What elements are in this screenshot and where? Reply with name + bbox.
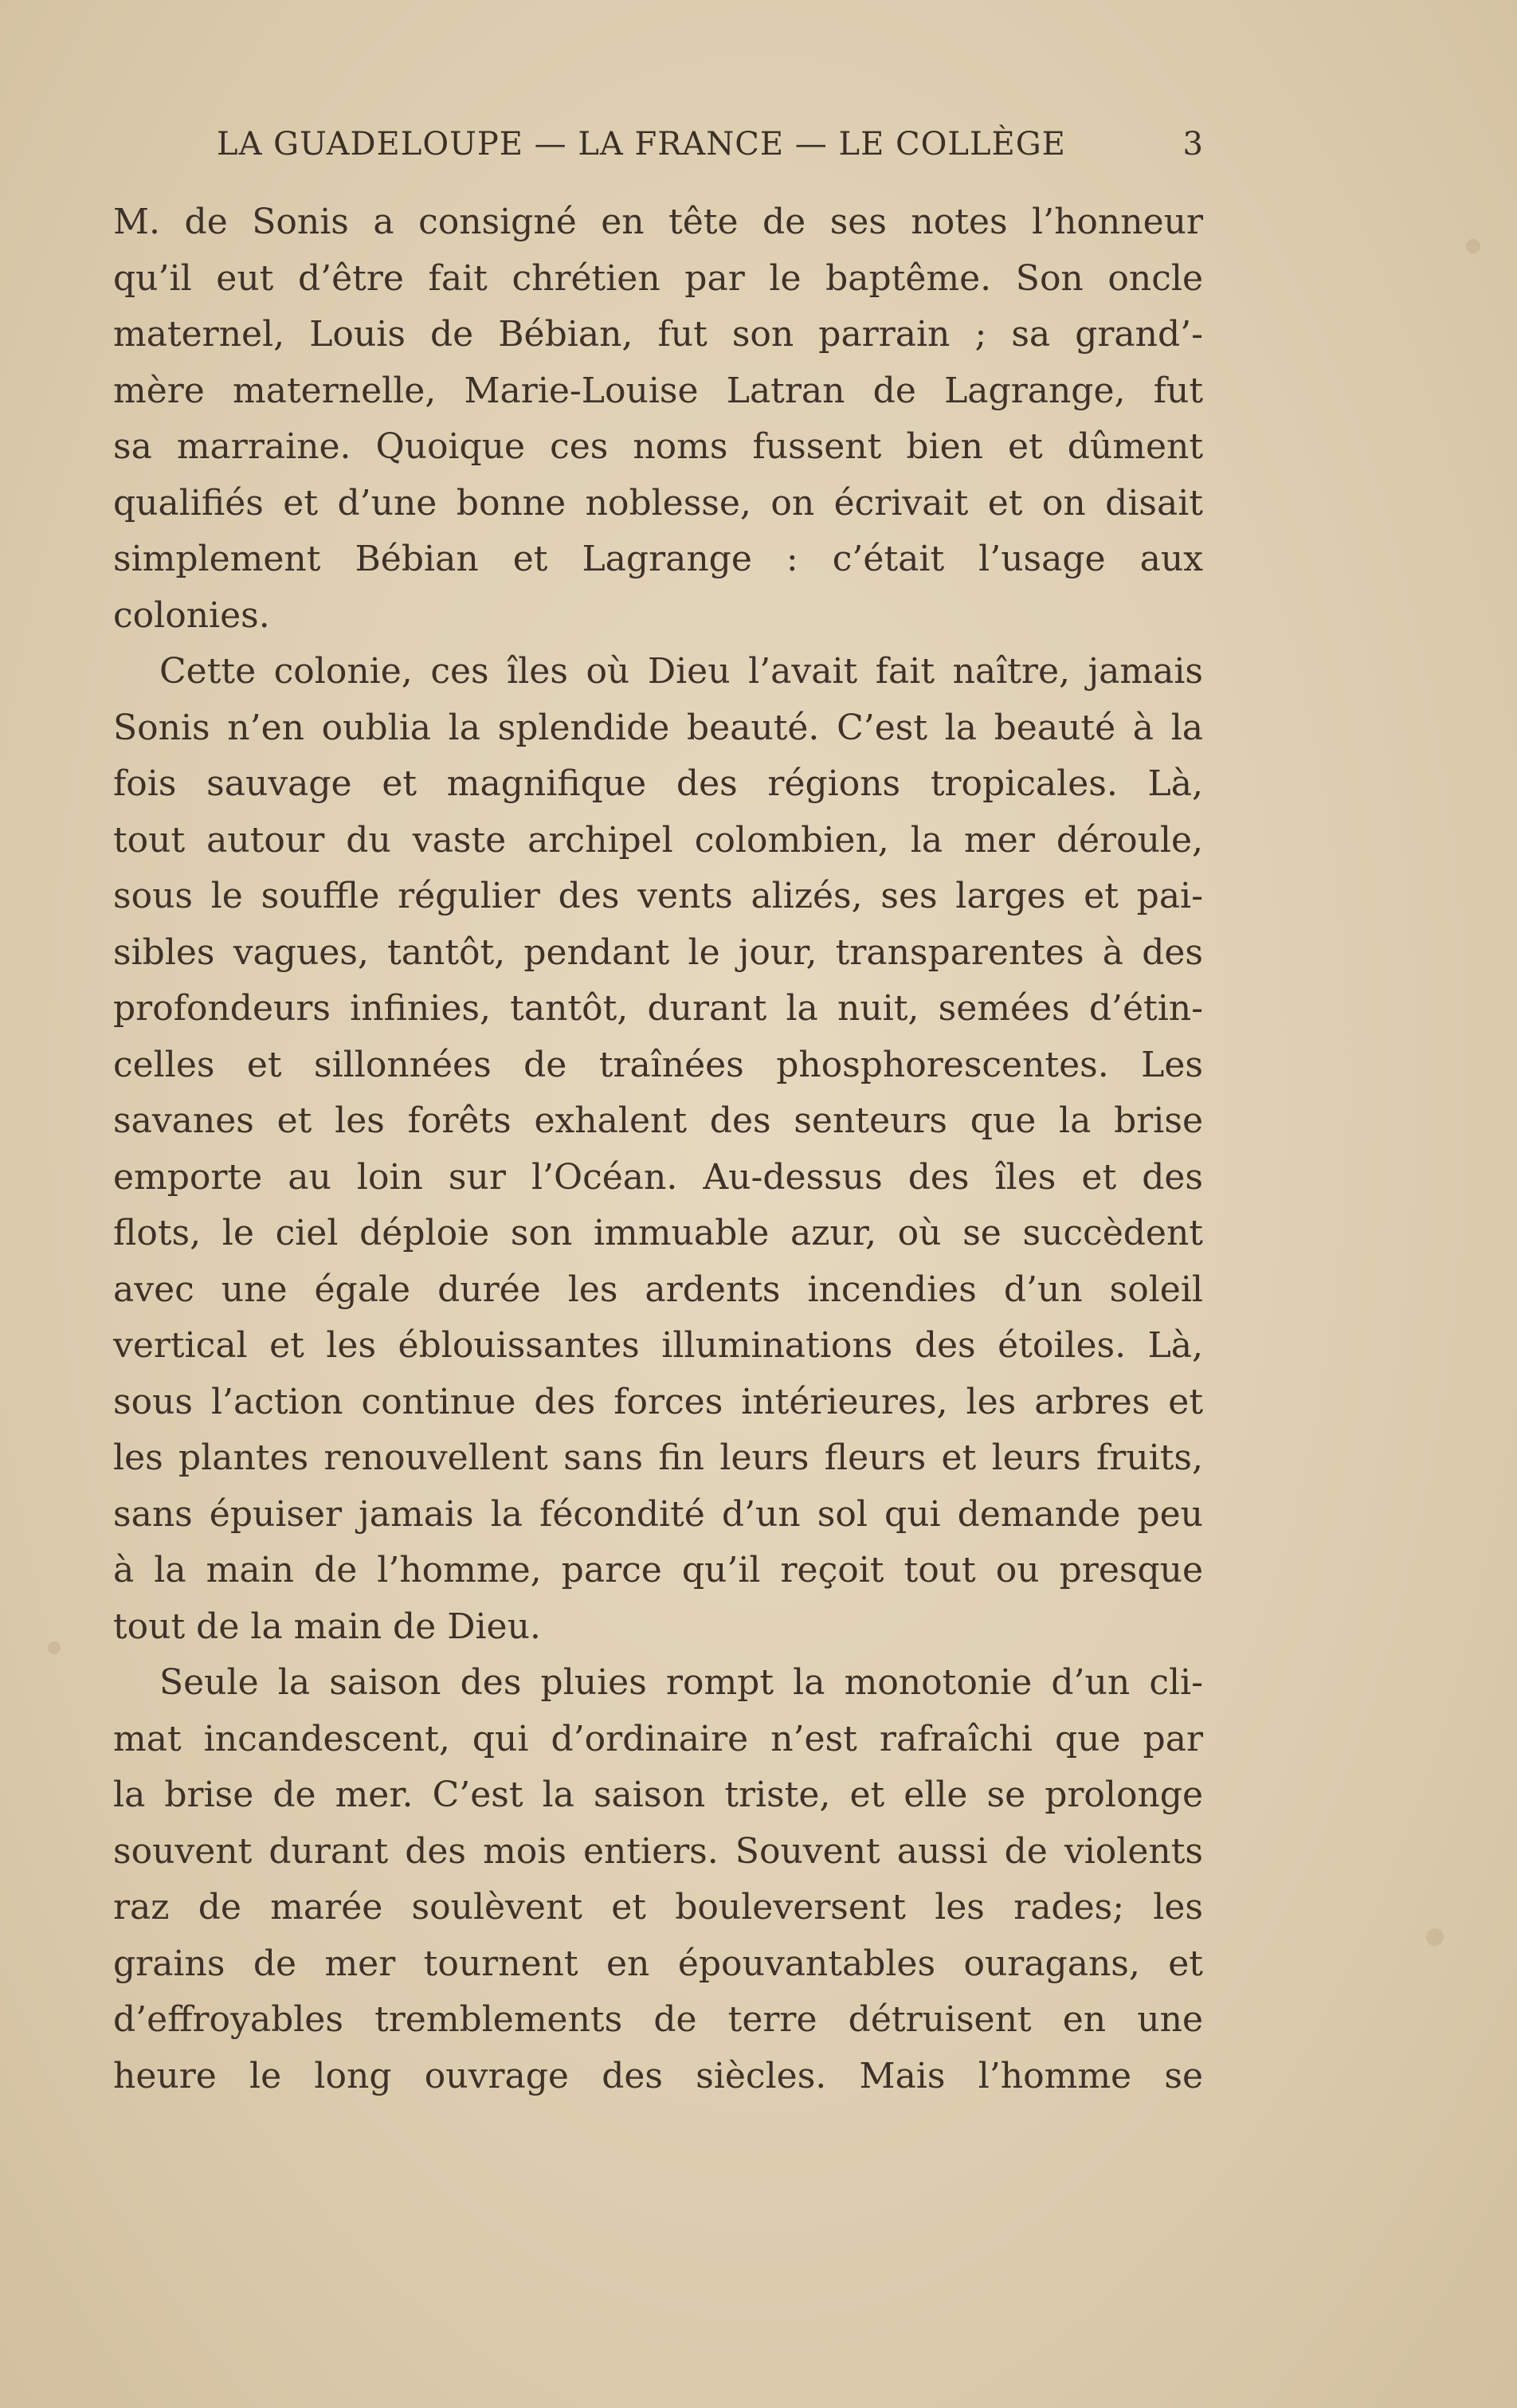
body-text [113, 194, 1203, 2104]
text-line: emporte au loin sur l’Océan. Au-dessus des îles et des [113, 1156, 1203, 1198]
text-line: profondeurs infinies, tantôt, durant la nuit, semées d’étin- [113, 988, 1203, 1029]
text-line: M. de Sonis a consigné en tête de ses notes l’honneur [113, 202, 1203, 242]
paper-stain [1426, 1928, 1444, 1946]
text-line: Cette colonie, ces îles où Dieu l’avait fait naître, jamais [159, 651, 1203, 692]
text-line: sous le souffle régulier des vents alizés, ses larges et pai- [113, 876, 1203, 916]
text-line: sa marraine. Quoique ces noms fussent bien et dûment [113, 426, 1203, 467]
paper-stain [1466, 239, 1480, 253]
text-line: Seule la saison des pluies rompt la monotonie d’un cli- [159, 1662, 1203, 1703]
text-line: heure le long ouvrage des siècles. Mais l’homme se [113, 2055, 1203, 2096]
text-line: maternel, Louis de Bébian, fut son parrain ; sa grand’- [113, 314, 1203, 355]
text-line: avec une égale durée les ardents incendies d’un soleil [113, 1269, 1203, 1310]
text-line: fois sauvage et magnifique des régions tropicales. Là, [113, 763, 1203, 804]
text-line: flots, le ciel déploie son immuable azur, où se succèdent [113, 1213, 1203, 1253]
text-line: celles et sillonnées de traînées phosphorescentes. Les [113, 1044, 1203, 1085]
text-line: les plantes renouvellent sans fin leurs fleurs et leurs fruits, [113, 1437, 1203, 1478]
running-title: LA GUADELOUPE — LA FRANCE — LE COLLÈGE [217, 126, 1066, 163]
text-line: vertical et les éblouissantes illuminations des étoiles. Là, [113, 1325, 1203, 1366]
text-line: mat incandescent, qui d’ordinaire n’est rafraîchi que par [113, 1718, 1203, 1759]
text-line: qu’il eut d’être fait chrétien par le baptême. Son oncle [113, 257, 1203, 299]
text-line: tout de la main de Dieu. [113, 1606, 541, 1647]
text-line: à la main de l’homme, parce qu’il reçoit tout ou presque [113, 1550, 1203, 1590]
text-line: tout autour du vaste archipel colombien, la mer déroule, [113, 819, 1203, 861]
text-line: sans épuiser jamais la fécondité d’un sol qui demande peu [113, 1493, 1203, 1535]
text-line: mère maternelle, Marie-Louise Latran de Lagrange, fut [113, 370, 1203, 411]
text-line: savanes et les forêts exhalent des senteurs que la brise [113, 1100, 1203, 1141]
paragraph-2 [113, 644, 1203, 1655]
text-line: raz de marée soulèvent et bouleversent les rades; les [113, 1887, 1203, 1928]
text-line: la brise de mer. C’est la saison triste, et elle se prolonge [113, 1775, 1203, 1815]
text-line: qualifiés et d’une bonne noblesse, on écrivait et on disait [113, 482, 1203, 524]
text-line: colonies. [113, 594, 270, 636]
text-line: sous l’action continue des forces intérieures, les arbres et [113, 1381, 1203, 1422]
text-line: Sonis n’en oublia la splendide beauté. C’est la beauté à la [113, 707, 1203, 748]
paper-stain [48, 1641, 61, 1654]
paragraph-3 [113, 1655, 1203, 2104]
page-header [113, 118, 1203, 174]
paragraph-1 [113, 194, 1203, 644]
text-line: simplement Bébian et Lagrange : c’était l’usage aux [113, 539, 1203, 579]
text-line: d’effroyables tremblements de terre détruisent en une [113, 1999, 1203, 2040]
text-line: sibles vagues, tantôt, pendant le jour, transparentes à des [113, 931, 1203, 973]
page-number: 3 [1182, 126, 1203, 163]
text-line: souvent durant des mois entiers. Souvent aussi de violents [113, 1830, 1203, 1872]
text-line: grains de mer tournent en épouvantables ouragans, et [113, 1943, 1203, 1984]
